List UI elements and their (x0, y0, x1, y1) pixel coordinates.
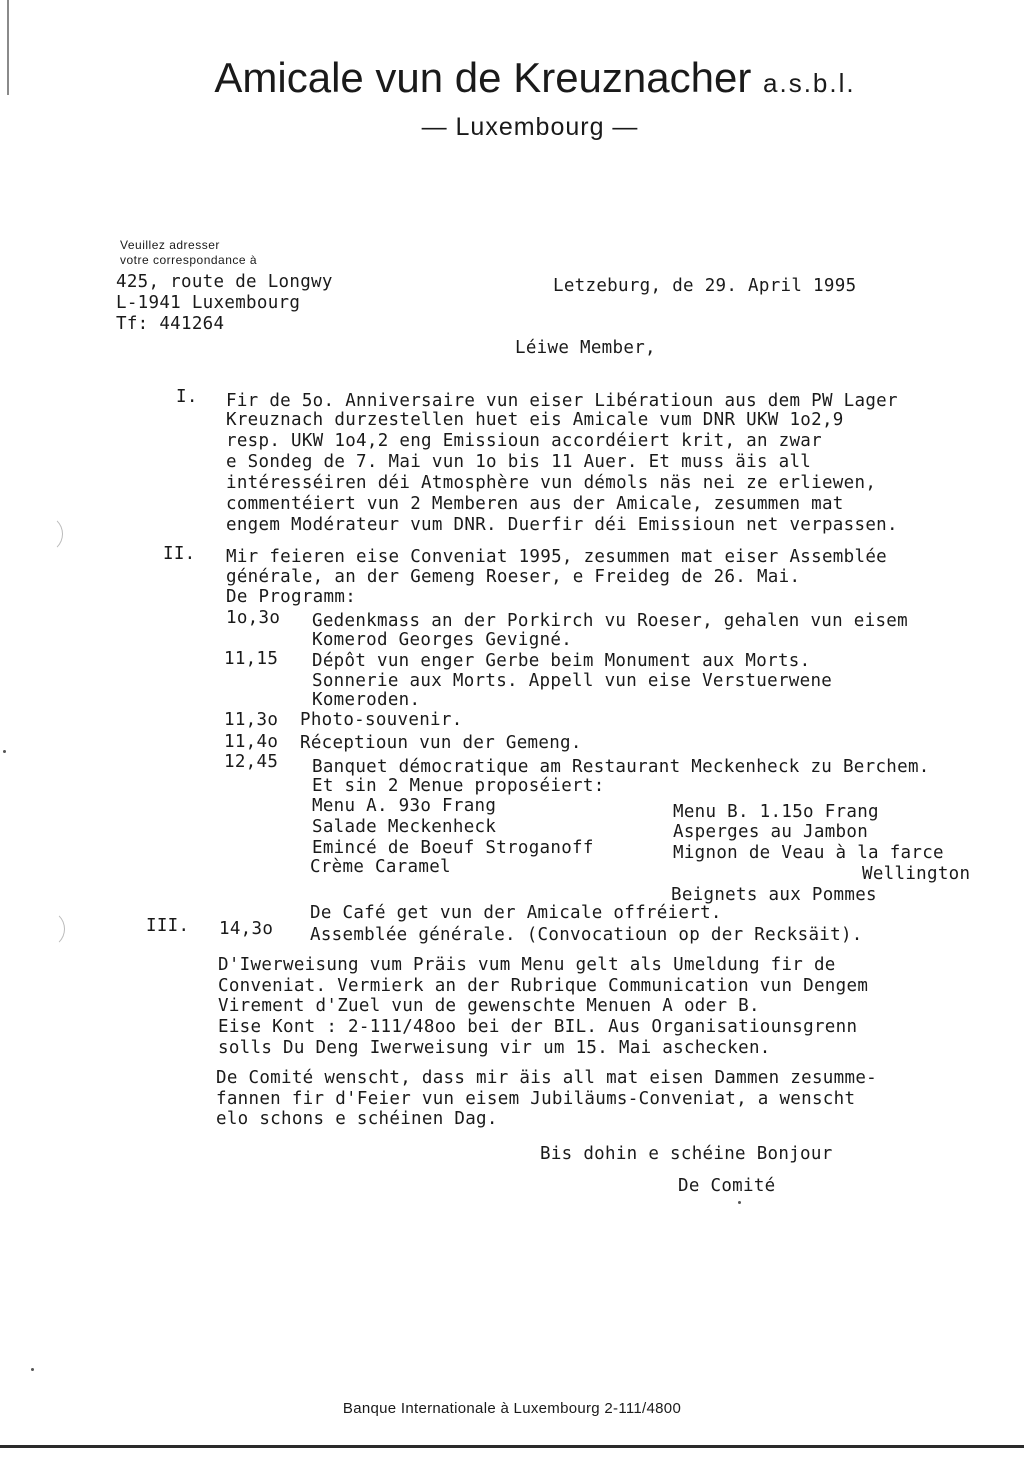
schedule-text: Et sin 2 Menue proposéiert: (312, 776, 605, 796)
schedule-time: 1o,3o (226, 608, 281, 628)
section-1-line: e Sondeg de 7. Mai vun 1o bis 11 Auer. Et muss äis all (226, 452, 812, 472)
salutation: Léiwe Member, (515, 338, 656, 358)
schedule-time: 12,45 (224, 752, 279, 772)
section-2-intro-line: Mir feieren eise Conveniat 1995, zesummen mat eiser Assemblée (226, 547, 887, 567)
section-1-line: resp. UKW 1o4,2 eng Emissioun accordéiert krit, an zwar (226, 431, 822, 451)
section-1-line: commentéiert vun 2 Memberen aus der Amicale, zesummen mat (226, 494, 844, 514)
closing-line: fannen fir d'Feier vun eisem Jubiläums-Conveniat, a wenscht (216, 1089, 856, 1109)
address-phone: Tf: 441264 (116, 314, 225, 334)
section-1-line: intéresséiren déi Atmosphère vun démols näs nei ze erliewen, (226, 473, 877, 493)
menu-b-line: Asperges au Jambon (673, 822, 869, 842)
schedule-text: Komeroden. (312, 690, 421, 710)
closing-line: elo schons e schéinen Dag. (216, 1109, 498, 1129)
menu-a-line: Menu A. 93o Frang (312, 796, 497, 816)
schedule-time: 11,3o (224, 710, 279, 730)
scan-speck (738, 1201, 741, 1204)
cafe-line: De Café get vun der Amicale offréiert. (310, 903, 722, 923)
scan-speck (3, 750, 6, 753)
menu-a-line: Emincé de Boeuf Stroganoff (312, 838, 594, 858)
org-suffix: a.s.b.l. (763, 68, 856, 98)
bank-footer: Banque Internationale à Luxembourg 2-111/4800 (342, 1400, 682, 1417)
section-3-number: III. (146, 916, 190, 936)
section-3-text: Assemblée générale. (Convocatioun op der Recksäit). (310, 925, 863, 945)
org-city: — Luxembourg — (421, 113, 639, 141)
payment-line: Virement d'Zuel vun de gewenschte Menuen A oder B. (218, 996, 760, 1016)
closing-line: De Comité wenscht, dass mir äis all mat eisen Dammen zesumme- (216, 1068, 877, 1088)
address-street: 425, route de Longwy (116, 272, 333, 292)
payment-line: Eise Kont : 2-111/48oo bei der BIL. Aus Organisatiounsgrenn (218, 1017, 858, 1037)
payment-line: solls Du Deng Iwerweisung vir um 15. Mai aschecken. (218, 1038, 771, 1058)
correspondence-label-2: votre correspondance à (120, 253, 258, 267)
section-2-intro-line: De Programm: (226, 587, 357, 607)
schedule-text: Photo-souvenir. (300, 710, 463, 730)
address-postal: L-1941 Luxembourg (116, 293, 301, 313)
schedule-text: Dépôt vun enger Gerbe beim Monument aux Morts. (312, 651, 811, 671)
date-line: Letzeburg, de 29. April 1995 (553, 276, 857, 296)
correspondence-label-1: Veuillez adresser (120, 238, 220, 252)
signature: De Comité (678, 1176, 776, 1196)
menu-b-line: Mignon de Veau à la farce (673, 843, 944, 863)
scan-speck (31, 1368, 34, 1371)
footer-rule (0, 1445, 1024, 1448)
section-1-line: Kreuznach durzestellen huet eis Amicale vum DNR UKW 1o2,9 (226, 410, 844, 430)
menu-b-line: Wellington (862, 864, 971, 884)
menu-b-line: Beignets aux Pommes (671, 885, 877, 905)
section-1-number: I. (176, 387, 198, 407)
payment-line: D'Iwerweisung vum Präis vum Menu gelt als Umeldung fir de (218, 955, 836, 975)
punch-hole-shadow (40, 515, 63, 553)
menu-a-line: Crème Caramel (310, 857, 451, 877)
schedule-text: Réceptioun vun der Gemeng. (300, 733, 582, 753)
section-2-number: II. (163, 544, 196, 564)
schedule-time: 11,4o (224, 732, 279, 752)
schedule-time: 11,15 (224, 649, 279, 669)
section-1-line: engem Modérateur vum DNR. Duerfir déi Emissioun net verpassen. (226, 515, 898, 535)
schedule-text: Banquet démocratique am Restaurant Meckenheck zu Berchem. (312, 757, 930, 777)
schedule-text: Gedenkmass an der Porkirch vu Roeser, gehalen vun eisem (312, 611, 908, 631)
section-3-time: 14,3o (219, 919, 274, 939)
section-2-intro-line: générale, an der Gemeng Roeser, e Freideg de 26. Mai. (226, 567, 801, 587)
org-name: Amicale vun de Kreuznacher (214, 54, 752, 101)
org-title (0, 54, 1024, 102)
schedule-text: Komerod Georges Gevigné. (312, 630, 573, 650)
schedule-text: Sonnerie aux Morts. Appell vun eise Verstuerwene (312, 671, 833, 691)
payment-line: Conveniat. Vermierk an der Rubrique Communication vun Dengem (218, 976, 869, 996)
menu-b-line: Menu B. 1.15o Frang (673, 802, 879, 822)
section-1-line: Fir de 5o. Anniversaire vun eiser Libératioun aus dem PW Lager (226, 391, 898, 411)
farewell: Bis dohin e schéine Bonjour (540, 1144, 833, 1164)
punch-hole-shadow (24, 910, 65, 948)
menu-a-line: Salade Meckenheck (312, 817, 497, 837)
